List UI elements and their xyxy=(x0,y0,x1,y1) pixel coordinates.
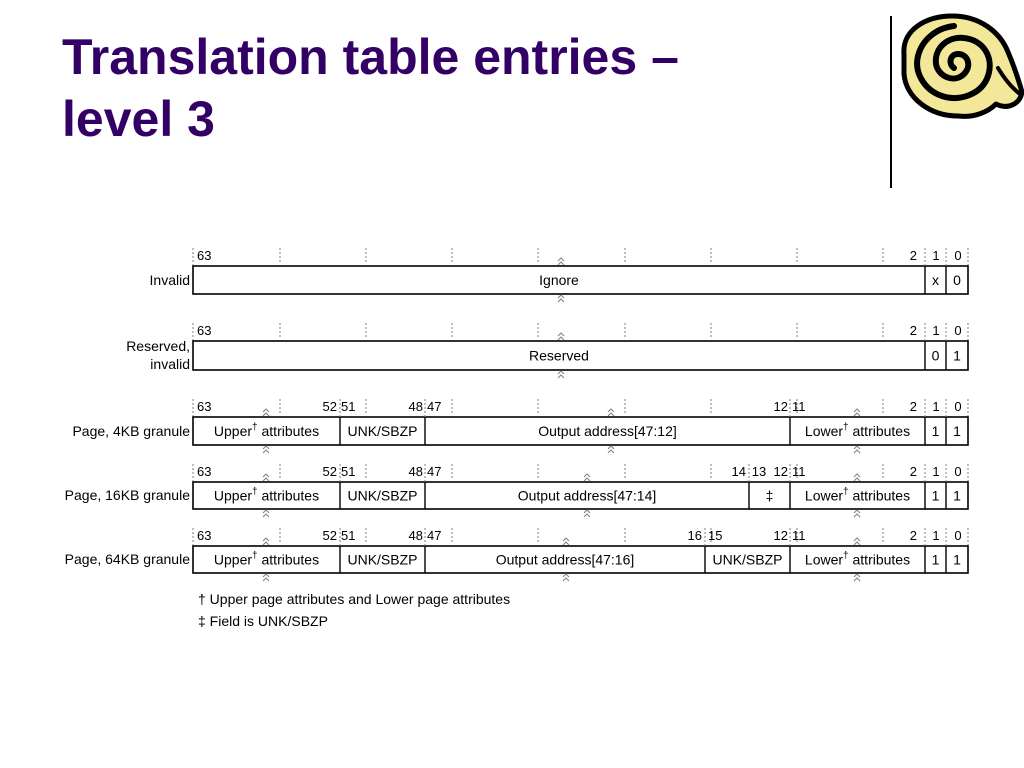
footnote-dagger: † Upper page attributes and Lower page attributes xyxy=(198,591,511,607)
break-mark-bottom xyxy=(854,574,860,581)
bit-number: 12 xyxy=(773,464,788,479)
field-label: Ignore xyxy=(539,272,579,288)
bit-number: 63 xyxy=(197,464,212,479)
bit-number: 63 xyxy=(197,399,212,414)
bit-number: 48 xyxy=(408,528,423,543)
field-label: Output address[47:14] xyxy=(517,487,657,504)
field-label: Lower† attributes xyxy=(804,422,911,439)
break-mark-bottom xyxy=(558,295,564,302)
field-label: 1 xyxy=(953,423,961,439)
bit-number: 51 xyxy=(341,464,356,479)
bit-number: 52 xyxy=(322,464,337,479)
bit-number: 14 xyxy=(731,464,746,479)
descriptor-row-4 xyxy=(65,464,968,517)
break-mark-bottom xyxy=(608,446,614,453)
bit-number: 63 xyxy=(197,323,212,338)
field-label: UNK/SBZP xyxy=(712,551,783,568)
bit-number: 1 xyxy=(932,464,940,479)
field-label: 1 xyxy=(953,487,961,504)
bit-number: 11 xyxy=(792,464,806,479)
bit-number: 47 xyxy=(427,399,442,414)
row-label: Page, 16KB granule xyxy=(64,487,190,503)
bit-number: 2 xyxy=(909,464,917,479)
field-label: Reserved xyxy=(529,347,589,364)
break-mark-top xyxy=(263,474,269,481)
field-label: 1 xyxy=(931,423,940,439)
bit-number: 51 xyxy=(341,528,356,543)
row-label: Reserved, xyxy=(126,338,190,354)
break-mark-top xyxy=(563,538,569,545)
bit-number: 0 xyxy=(954,248,962,263)
field-label: ‡ xyxy=(765,487,774,504)
break-mark-bottom xyxy=(263,574,269,581)
bit-number: 51 xyxy=(341,399,356,414)
descriptor-row-2 xyxy=(126,323,968,378)
break-mark-top xyxy=(263,409,269,416)
bit-number: 11 xyxy=(792,399,806,414)
field-label: Lower† attributes xyxy=(804,486,911,504)
bit-number: 2 xyxy=(909,248,917,263)
field-label: 0 xyxy=(931,347,940,364)
row-label: Page, 64KB granule xyxy=(64,551,190,567)
bit-number: 0 xyxy=(954,399,962,414)
field-label: Upper† attributes xyxy=(213,550,320,568)
bit-number: 1 xyxy=(932,323,940,338)
field-label: Upper† attributes xyxy=(213,422,320,439)
bit-number: 1 xyxy=(932,248,940,263)
break-mark-top xyxy=(558,258,564,265)
bit-number: 2 xyxy=(909,323,917,338)
break-mark-bottom xyxy=(584,510,590,517)
field-label: 0 xyxy=(953,272,961,288)
field-label: Output address[47:12] xyxy=(538,423,677,439)
break-mark-bottom xyxy=(558,371,564,378)
break-mark-bottom xyxy=(563,574,569,581)
field-label: UNK/SBZP xyxy=(347,423,418,439)
field-label: UNK/SBZP xyxy=(347,487,418,504)
slide-title-line-2: level 3 xyxy=(62,91,215,147)
bit-number: 0 xyxy=(954,528,962,543)
break-mark-top xyxy=(263,538,269,545)
field-label: Upper† attributes xyxy=(213,486,320,504)
break-mark-bottom xyxy=(263,446,269,453)
row-label: invalid xyxy=(150,356,190,372)
bit-number: 12 xyxy=(773,528,788,543)
field-label: 1 xyxy=(931,551,940,568)
bit-number: 15 xyxy=(708,528,723,543)
field-label: UNK/SBZP xyxy=(347,551,418,568)
bit-number: 47 xyxy=(427,464,442,479)
break-mark-top xyxy=(854,538,860,545)
bit-number: 1 xyxy=(932,399,940,414)
bit-number: 1 xyxy=(932,528,940,543)
break-mark-top xyxy=(854,409,860,416)
bit-number: 52 xyxy=(322,399,337,414)
bit-number: 11 xyxy=(792,528,806,543)
break-mark-top xyxy=(854,474,860,481)
field-label: 1 xyxy=(953,551,961,568)
bit-number: 63 xyxy=(197,248,212,263)
bit-number: 48 xyxy=(408,464,423,479)
descriptor-box xyxy=(193,266,968,294)
bit-number: 13 xyxy=(751,464,767,479)
break-mark-top xyxy=(608,409,614,416)
break-mark-bottom xyxy=(854,446,860,453)
break-mark-top xyxy=(584,474,590,481)
break-mark-top xyxy=(558,333,564,340)
bit-number: 0 xyxy=(954,464,962,479)
bit-number: 2 xyxy=(909,399,917,414)
bit-number: 48 xyxy=(408,399,423,414)
bit-number: 47 xyxy=(427,528,442,543)
bit-number: 0 xyxy=(954,323,962,338)
row-label: Page, 4KB granule xyxy=(72,423,190,439)
field-label: Output address[47:16] xyxy=(495,551,635,568)
bit-number: 52 xyxy=(322,528,337,543)
bit-number: 16 xyxy=(687,528,702,543)
descriptor-row-1 xyxy=(150,248,968,302)
field-label: Lower† attributes xyxy=(804,550,911,568)
footnote-double-dagger: ‡ Field is UNK/SBZP xyxy=(198,613,328,629)
descriptor-row-3 xyxy=(72,399,968,453)
field-label: 1 xyxy=(953,347,961,364)
bit-number: 63 xyxy=(197,528,212,543)
field-label: x xyxy=(932,272,939,288)
bit-number: 12 xyxy=(773,399,788,414)
break-mark-bottom xyxy=(263,510,269,517)
bit-number: 2 xyxy=(909,528,917,543)
field-label: 1 xyxy=(931,487,940,504)
descriptor-row-5 xyxy=(65,528,968,581)
break-mark-bottom xyxy=(854,510,860,517)
slide-title-line-1: Translation table entries – xyxy=(62,29,679,85)
row-label: Invalid xyxy=(149,272,190,288)
